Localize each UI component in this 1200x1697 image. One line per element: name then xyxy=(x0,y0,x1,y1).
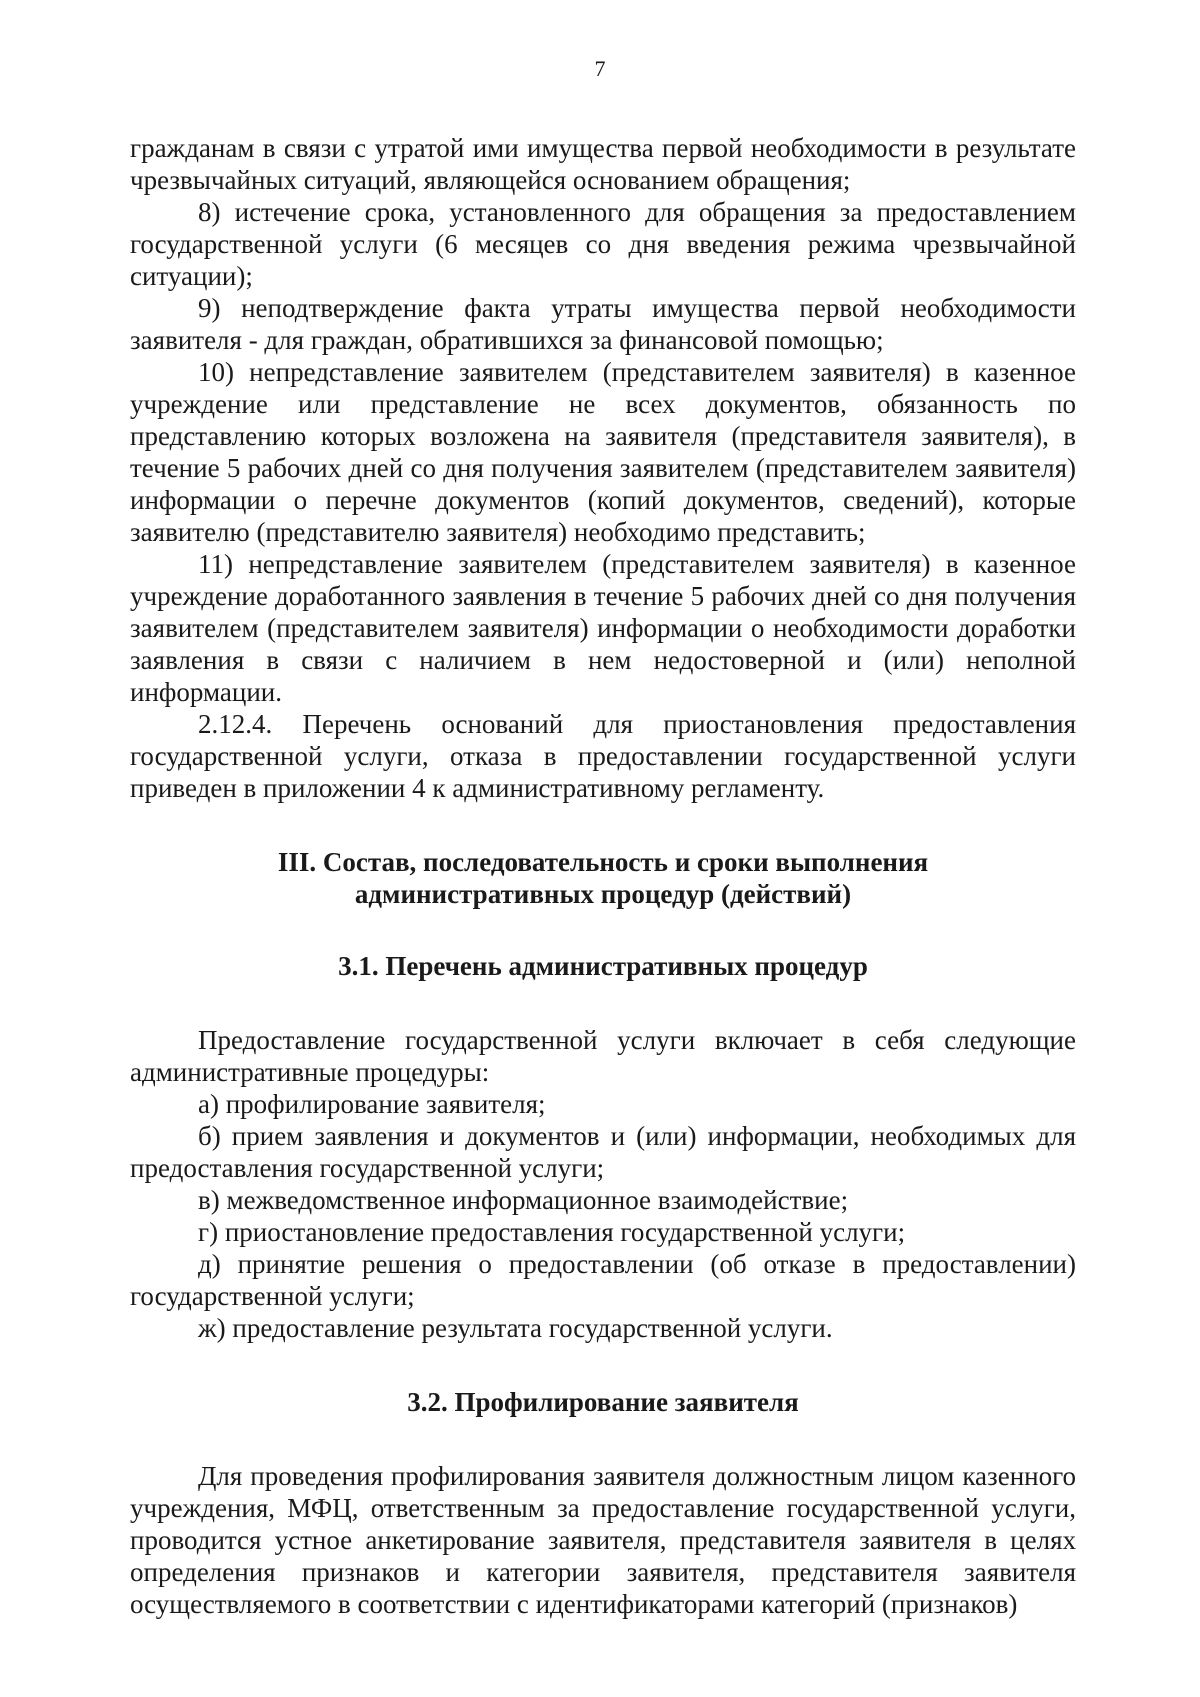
list-item-10: 10) непредставление заявителем (представителем заявителя) в казенное учреждение или представление не всех документов, обязанность по представлению которых возложена на заявителя (представителя заявителя), в течение 5 рабочих дней со дня получения заявителем (представителем заявителя) информации о перечне документов (копий документов, сведений), которые заявителю (представителю заявителя) необходимо представить; xyxy=(130,357,1076,547)
section-3-heading-line1: III. Состав, последовательность и сроки выполнения xyxy=(277,847,929,877)
list-item-8: 8) истечение срока, установленного для обращения за предоставлением государственной услуги (6 месяцев со дня введения режима чрезвычайной ситуации); xyxy=(130,197,1076,291)
paragraph-continuation: гражданам в связи с утратой ими имущества первой необходимости в результате чрезвычайных ситуаций, являющейся основанием обращения; xyxy=(130,133,1076,195)
procedure-item-a: а) профилирование заявителя; xyxy=(198,1089,546,1119)
section-3-heading xyxy=(130,846,1076,910)
procedure-item-b: б) прием заявления и документов и (или) информации, необходимых для предоставления государственной услуги; xyxy=(130,1121,1076,1183)
list-item-11: 11) непредставление заявителем (представителем заявителя) в казенное учреждение доработанного заявления в течение 5 рабочих дней со дня получения заявителем (представителем заявителя) информации о необходимости доработки заявления в связи с наличием в нем недостоверной и (или) неполной информации. xyxy=(130,549,1076,707)
procedure-item-d: д) принятие решения о предоставлении (об отказе в предоставлении) государственной услуги; xyxy=(130,1249,1076,1311)
section-3-1-heading: 3.1. Перечень административных процедур xyxy=(338,951,868,981)
section-3-2-heading: 3.2. Профилирование заявителя xyxy=(407,1387,799,1417)
page-number: 7 xyxy=(594,56,606,81)
section-3-heading-line2: административных процедур (действий) xyxy=(354,879,852,909)
procedure-item-zh: ж) предоставление результата государственной услуги. xyxy=(198,1313,833,1343)
document-body xyxy=(130,132,1076,1620)
procedure-item-v: в) межведомственное информационное взаимодействие; xyxy=(198,1185,849,1215)
section-3-2-paragraph: Для проведения профилирования заявителя должностным лицом казенного учреждения, МФЦ, ответственным за предоставление государственной услуги, проводится устное анкетирование заявителя, представителя заявителя в целях определения признаков и категории заявителя, представителя заявителя осуществляемого в соответствии с идентификаторами категорий (признаков) xyxy=(130,1461,1076,1619)
section-3-1-intro: Предоставление государственной услуги включает в себя следующие административные процедуры: xyxy=(130,1025,1076,1087)
paragraph-2-12-4: 2.12.4. Перечень оснований для приостановления предоставления государственной услуги, отказа в предоставлении государственной услуги приведен в приложении 4 к административному регламенту. xyxy=(130,709,1076,803)
list-item-9: 9) неподтверждение факта утраты имущества первой необходимости заявителя - для граждан, обратившихся за финансовой помощью; xyxy=(130,293,1076,355)
procedure-item-g: г) приостановление предоставления государственной услуги; xyxy=(198,1217,906,1247)
